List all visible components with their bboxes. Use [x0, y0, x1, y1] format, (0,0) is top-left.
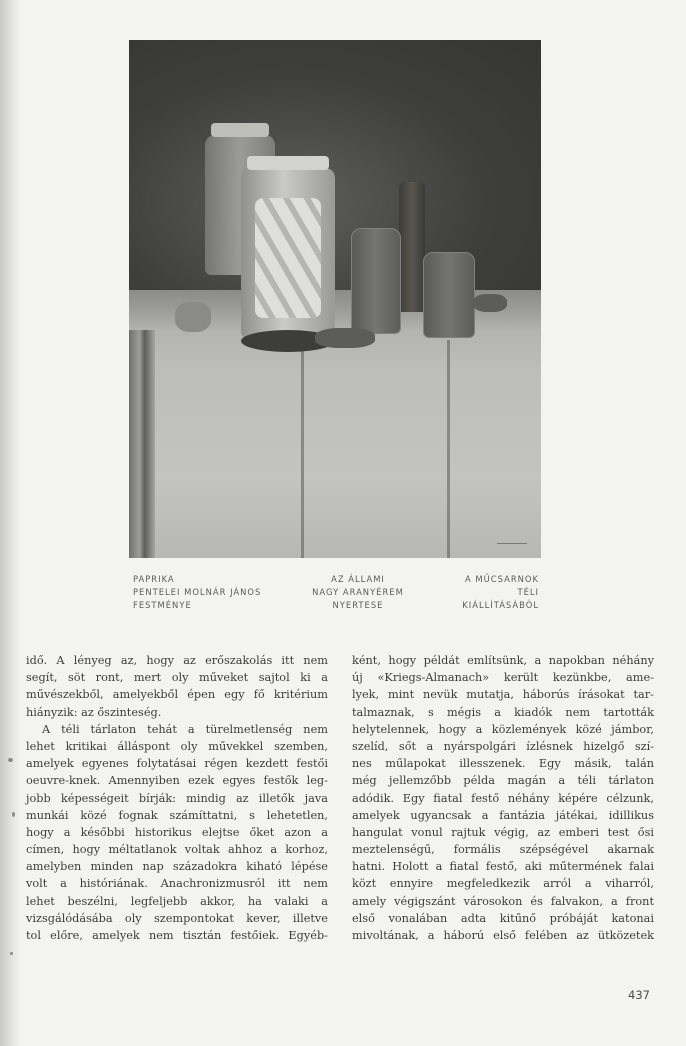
text-line: amelyek egyenes folytatásai régen kezdett festői [26, 757, 328, 771]
tablecloth-fold [301, 340, 304, 558]
tablecloth-fold [447, 340, 450, 558]
caption-right [462, 573, 539, 612]
caption-line: TÉLI [517, 587, 539, 597]
caption-line: NAGY ARANYÉREM [312, 587, 404, 597]
text-line: talmaznak, s mégis a kiadók nem tartották [352, 705, 654, 719]
text-line: lyek, mint nevük mutatja, háborús írásokat tar- [352, 688, 654, 702]
painting-background-wall [129, 40, 541, 310]
text-line: közt ennyire megfeledkezik arról a viharról, [352, 877, 654, 891]
body-text-left-column [26, 652, 328, 944]
text-line: jobb képességeit bírják: mindig az illetők java [26, 791, 328, 805]
caption-center [293, 573, 423, 612]
text-line: lehet kritikai álláspont oly művekkel szemben, [26, 739, 328, 753]
empty-glass-jar [423, 252, 475, 338]
text-line: hatni. Holott a fiatal festő, aki műtermének falai [352, 860, 654, 874]
tablecloth-striped-edge [129, 330, 155, 558]
caption-line: FESTMÉNYE [133, 600, 192, 610]
text-line: vizsgálódásába oly szempontokat kever, illetve [26, 911, 328, 925]
text-line: volt a históriának. Anachronizmusról itt nem [26, 877, 328, 891]
text-line: lehet beszélni, legfeljebb akkor, ha valaki a [26, 894, 328, 908]
text-line: A téli tárlaton tehát a türelmetlenség nem [42, 722, 328, 736]
caption-line: PAPRIKA [133, 574, 175, 584]
text-line: tol előre, amelyek nem tisztán festőiek. Egyéb- [26, 929, 328, 942]
text-line: segít, söt ront, mert oly műveket sajtol ki a [26, 671, 328, 685]
body-text-right-column [352, 652, 654, 944]
artist-signature [497, 537, 527, 544]
text-line: szelíd, sőt a nyárspolgári ízlésnek hizelgő szí- [352, 739, 654, 753]
text-line: mivoltának, a háború első felében az ütközetek [352, 929, 654, 942]
text-line: amelyben minden nap századokra kiható lépése [26, 860, 328, 874]
jar-lid [211, 123, 269, 137]
text-line: oeuvre-knek. Amennyiben ezek egyes festők leg- [26, 774, 328, 788]
front-paprika-jar [241, 168, 335, 338]
text-line: adódik. Egy fiatal festő néhány képére célzunk, [352, 791, 654, 805]
caption-line: A MŰCSARNOK [465, 574, 539, 584]
glass-bottle [399, 180, 425, 312]
text-line: ként, hogy példát említsünk, a napokban néhány [352, 654, 654, 667]
bottle-neck [408, 140, 416, 182]
small-object [473, 294, 507, 312]
text-line: amelyek ugyancsak a fantázia játékai, idillikus [352, 808, 654, 822]
text-line: címen, hogy méltatlanok voltak ahhoz a korhoz, [26, 843, 328, 857]
text-line: amely végigszánt városokon és falvakon, a front [352, 894, 654, 908]
caption-line: AZ ÁLLAMI [331, 574, 385, 584]
caption-line: NYERTESE [332, 600, 384, 610]
text-line: hiányzik: az őszinteség. [26, 705, 162, 719]
text-line: munkái közé fognak számíttatni, s lehetetlen, [26, 808, 328, 822]
loose-pepper [315, 328, 375, 348]
binding-shadow [0, 0, 22, 1046]
margin-mark [8, 758, 13, 762]
caption-line: KIÁLLÍTÁSÁBÓL [462, 600, 539, 610]
text-line: hogy a későbbi historikus elejtse őket azon a [26, 825, 328, 839]
paper-roll [175, 302, 211, 332]
text-line: művészekből, amelyekből épen egy fő kritérium [26, 688, 328, 702]
empty-glass-jar [351, 228, 401, 334]
text-line: még jellemzőbb példa magán a téli tárlaton [352, 774, 654, 788]
text-line: új «Kriegs-Almanach» került kezünkbe, ame- [352, 671, 654, 685]
paprika-contents [255, 198, 321, 318]
text-line: nes műlapokat illesszenek. Egy másik, talán [352, 757, 654, 771]
margin-mark [10, 952, 13, 955]
margin-mark [12, 812, 15, 817]
jar-lid [247, 156, 329, 170]
caption-line: PENTELEI MOLNÁR JÁNOS [133, 587, 262, 597]
text-line: idő. A lényeg az, hogy az erőszakolás itt nem [26, 654, 328, 667]
page-number: 437 [628, 988, 650, 1002]
text-line: helytelennek, hogy a közlemények közé jámbor, [352, 722, 654, 736]
caption-left [133, 573, 261, 612]
text-line: hangulat vonul rajtuk végig, az emberi test ősi [352, 825, 654, 839]
painting-plate [129, 40, 541, 558]
text-line: meztelenségű, formális szépségével akarnak [352, 843, 654, 857]
text-line: első vonalában adta kitűnő próbáját katonai [352, 911, 654, 925]
